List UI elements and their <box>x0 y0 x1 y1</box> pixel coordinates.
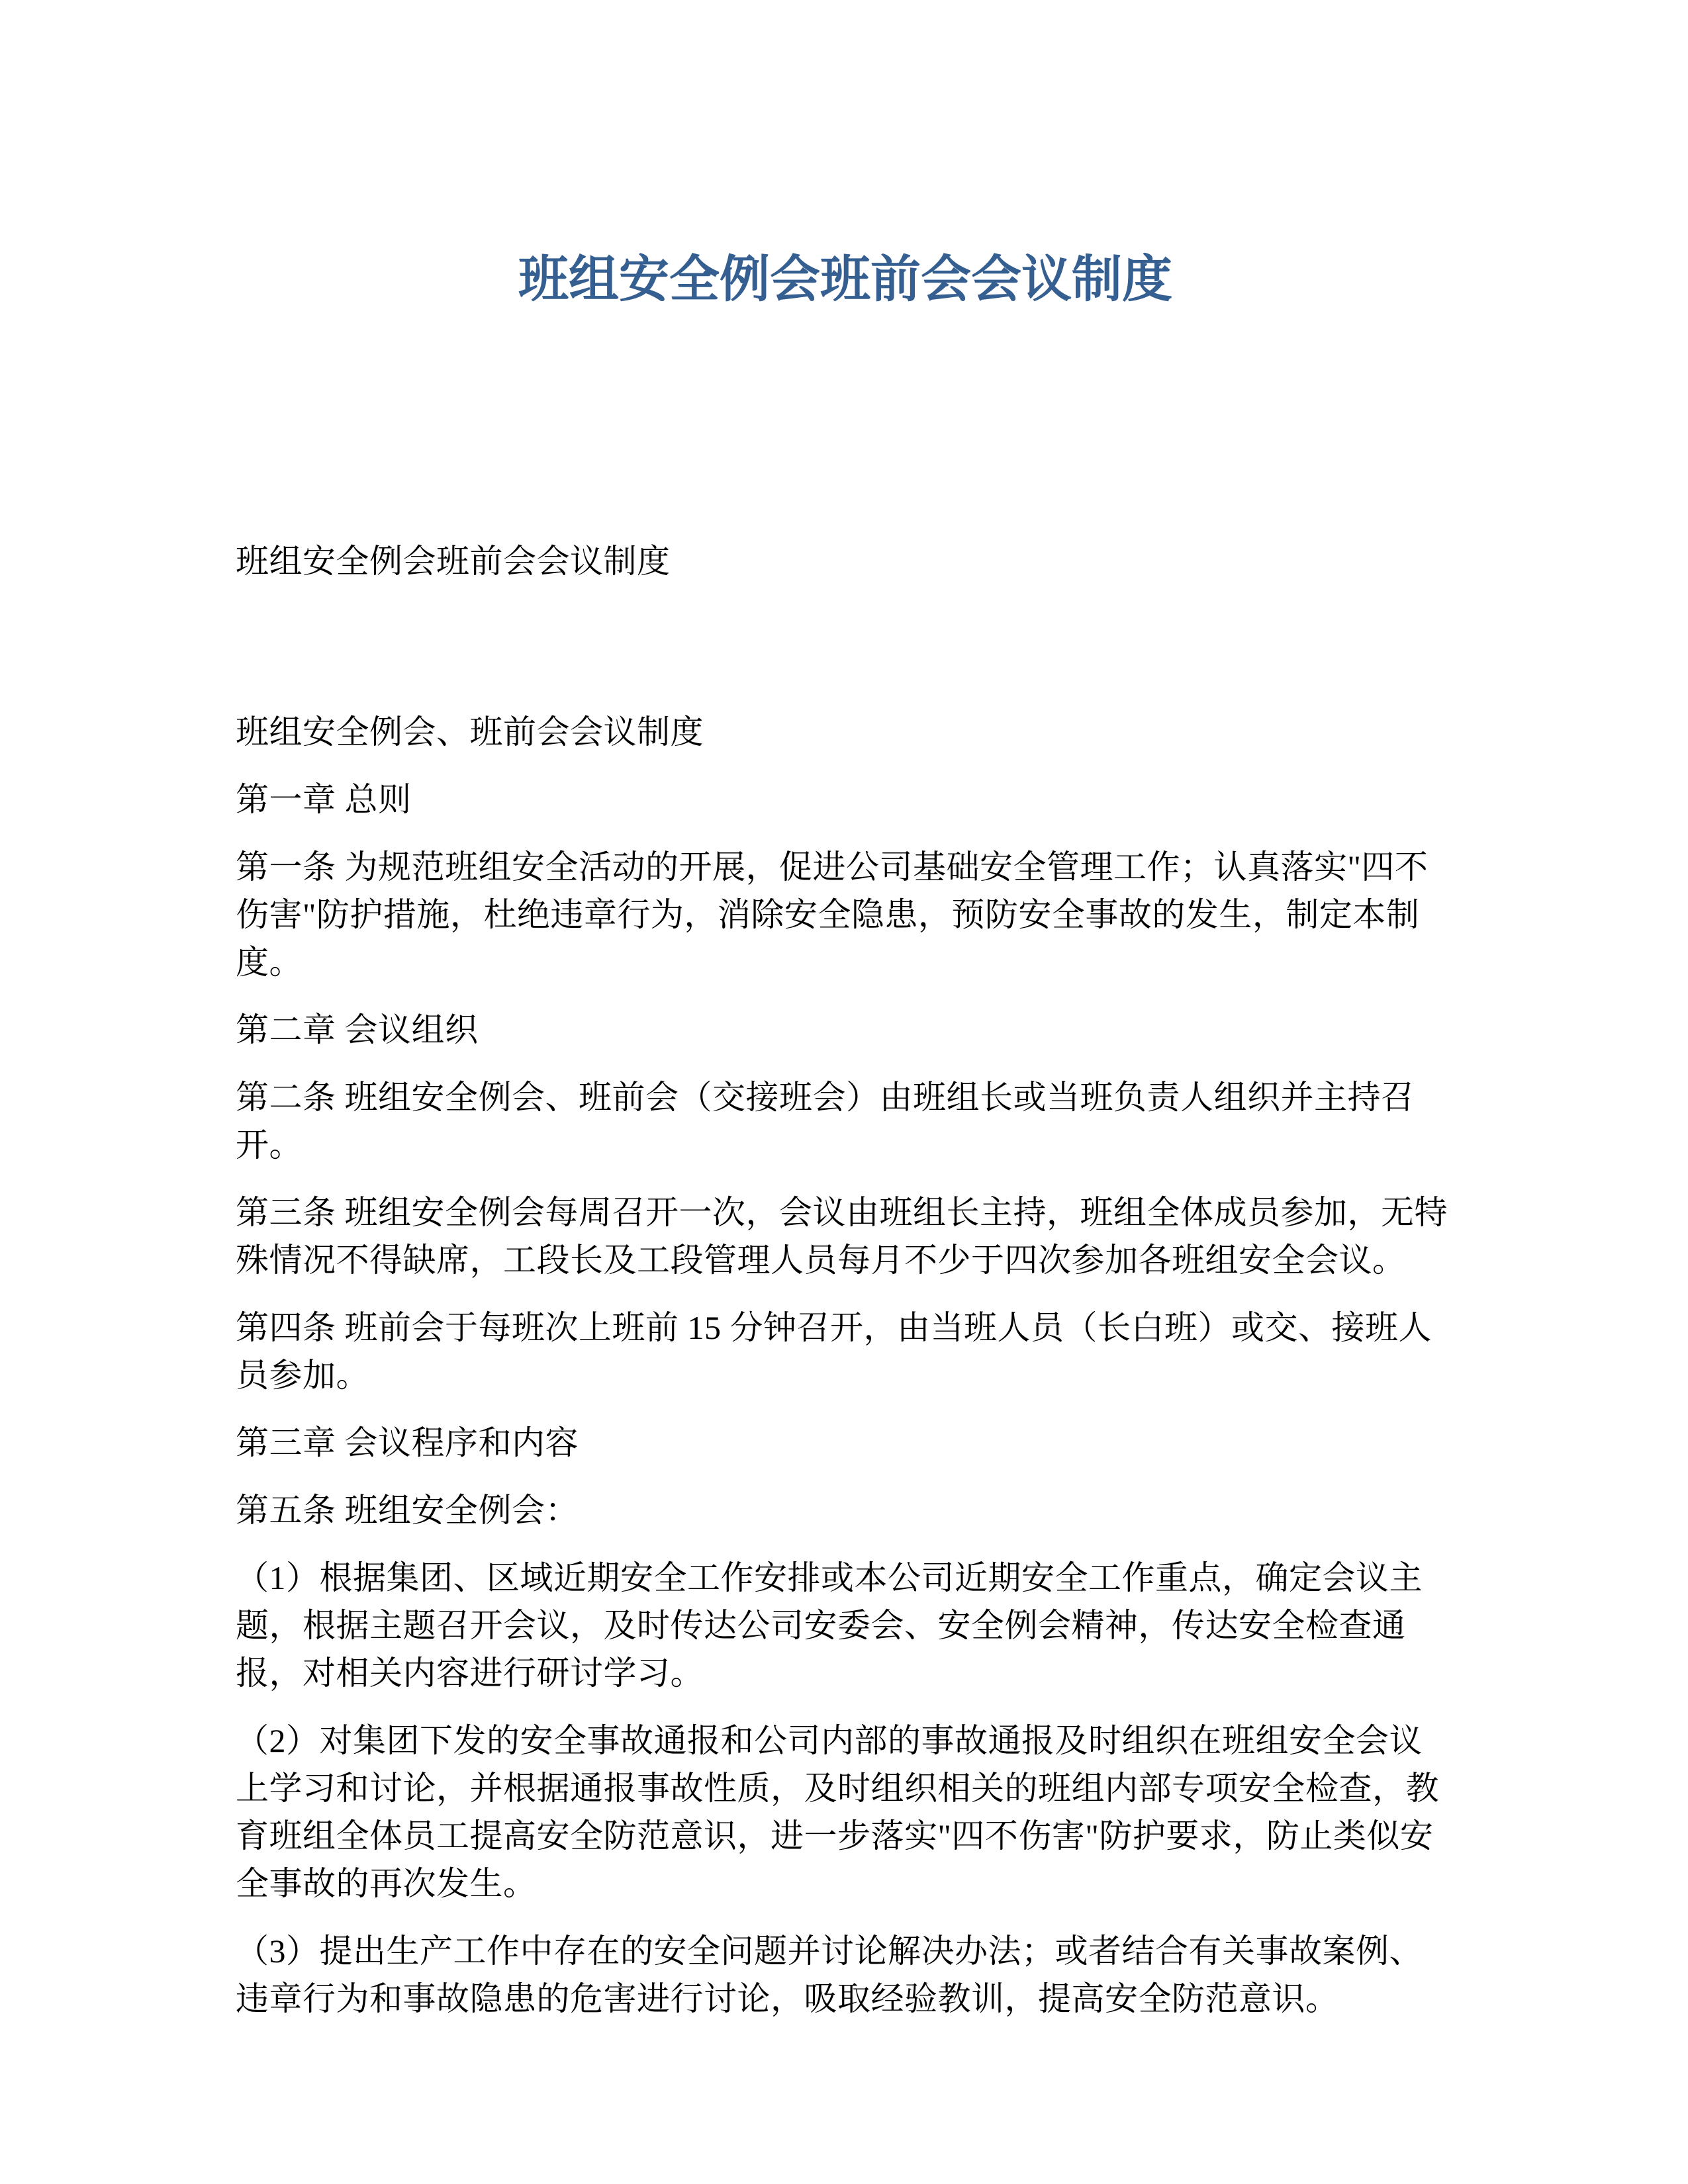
item-1-text: （1）根据集团、区域近期安全工作安排或本公司近期安全工作重点，确定会议主题，根据主题召开会议，及时传达公司安委会、安全例会精神，传达安全检查通报，对相关内容进行研讨学习。 <box>236 1559 1423 1692</box>
chapter-2-heading: 第二章 会议组织 <box>236 1011 479 1049</box>
page-title: 班组安全例会班前会会议制度 <box>518 252 1172 308</box>
doc-heading-line: 班组安全例会班前会会议制度 <box>236 543 671 580</box>
doc-subtitle-line: 班组安全例会、班前会会议制度 <box>236 713 704 751</box>
article-5-heading: 第五条 班组安全例会： <box>236 1492 579 1529</box>
chapter-1-heading: 第一章 总则 <box>236 781 412 819</box>
article-4-text: 第四条 班前会于每班次上班前 15 分钟召开，由当班人员（长白班）或交、接班人员参加。 <box>236 1309 1432 1394</box>
item-3-text: （3）提出生产工作中存在的安全问题并讨论解决办法；或者结合有关事故案例、违章行为和事故隐患的危害进行讨论，吸取经验教训，提高安全防范意识。 <box>236 1933 1423 2018</box>
article-1-text: 第一条 为规范班组安全活动的开展，促进公司基础安全管理工作；认真落实"四不伤害"防护措施，杜绝违章行为，消除安全隐患，预防安全事故的发生，制定本制度。 <box>236 848 1429 981</box>
chapter-3-heading: 第三章 会议程序和内容 <box>236 1424 579 1462</box>
article-2-text: 第二条 班组安全例会、班前会（交接班会）由班组长或当班负责人组织并主持召开。 <box>236 1079 1415 1164</box>
article-3-text: 第三条 班组安全例会每周召开一次，会议由班组长主持，班组全体成员参加，无特殊情况不得缺席，工段长及工段管理人员每月不少于四次参加各班组安全会议。 <box>236 1194 1448 1279</box>
item-2-text: （2）对集团下发的安全事故通报和公司内部的事故通报及时组织在班组安全会议上学习和讨论，并根据通报事故性质，及时组织相关的班组内部专项安全检查，教育班组全体员工提高安全防范意识，进一步落实"四不伤害"防护要求，防止类似安全事故的再次发生。 <box>236 1722 1439 1903</box>
